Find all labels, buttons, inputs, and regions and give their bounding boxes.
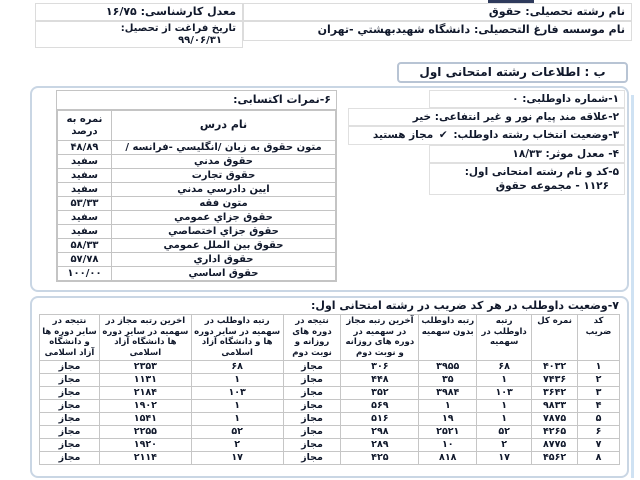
- course-name-cell: متون حقوق به زبان /انگلیسي -فرانسه /: [112, 141, 336, 155]
- status-cell: ۶۸: [191, 360, 283, 373]
- status-cell: مجاز: [283, 412, 341, 425]
- course-name-cell: حقوق بین الملل عمومي: [112, 239, 336, 253]
- status-cell: ۷۸۷۵: [532, 412, 578, 425]
- status-header-cell: اخرین رتبه مجاز در سهمیه در سایر دوره ها دانشگاه آزاد اسلامی: [99, 315, 191, 361]
- status-header-row: [40, 315, 620, 361]
- graduation-date-value: ۹۹/۰۶/۳۱: [178, 35, 222, 46]
- status-cell: مجاز: [40, 386, 100, 399]
- status-row: [40, 360, 620, 373]
- status-cell: ۲: [191, 438, 283, 451]
- status-cell: ۸: [578, 451, 620, 464]
- score-cell: ۴۸/۸۹: [58, 141, 112, 155]
- institution-label: نام موسسه فارغ التحصیلی:: [473, 23, 625, 36]
- selection-status-value: مجاز هستید: [372, 129, 434, 142]
- status-cell: مجاز: [40, 399, 100, 412]
- graduation-date-label: تاریخ فراغت از تحصیل:: [120, 23, 236, 34]
- status-cell: مجاز: [283, 425, 341, 438]
- acquired-scores-title: ۶-نمرات اکتسابی:: [57, 91, 336, 110]
- checkmark-icon: ✔: [438, 129, 448, 142]
- status-cell: ۳۹۵۵: [419, 360, 477, 373]
- status-cell: ۲۱۱۴: [99, 451, 191, 464]
- status-cell: مجاز: [40, 438, 100, 451]
- status-cell: ۱: [191, 373, 283, 386]
- status-cell: ۱۷: [191, 451, 283, 464]
- score-row: [58, 267, 336, 281]
- status-cell: ۴۰۳۲: [532, 360, 578, 373]
- status-row: [40, 373, 620, 386]
- candidate-number-label: ۱-شماره داوطلبی:: [522, 93, 619, 105]
- status-cell: ۱۹: [419, 412, 477, 425]
- status-cell: ۳۹۸۴: [419, 386, 477, 399]
- status-cell: ۳۵: [419, 373, 477, 386]
- status-cell: ۱۵۴۱: [99, 412, 191, 425]
- status-cell: ۱: [477, 412, 532, 425]
- course-name-cell: متون فقه: [112, 197, 336, 211]
- status-cell: ۸۱۸: [419, 451, 477, 464]
- status-row: [40, 438, 620, 451]
- score-cell: ۵۳/۳۳: [58, 197, 112, 211]
- status-cell: مجاز: [40, 451, 100, 464]
- score-row: [58, 239, 336, 253]
- status-cell: ۱: [477, 373, 532, 386]
- course-name-cell: حقوق اساسي: [112, 267, 336, 281]
- status-row: [40, 451, 620, 464]
- score-cell: سفید: [58, 225, 112, 239]
- status-cell: مجاز: [40, 373, 100, 386]
- status-cell: ۳۶۴۲: [532, 386, 578, 399]
- status-header-cell: کد ضریب: [578, 315, 620, 361]
- status-row: [40, 386, 620, 399]
- score-row: [58, 183, 336, 197]
- exam-info-box: [30, 86, 629, 292]
- status-header-cell: رتبه داوطلب در سهمیه در سایر دوره ها و دانشگاه آزاد اسلامی: [191, 315, 283, 361]
- candidate-number-item: [429, 90, 625, 108]
- course-name-cell: حقوق مدني: [112, 155, 336, 169]
- effective-gpa-item: [429, 145, 625, 163]
- status-row: [40, 399, 620, 412]
- status-cell: ۲۸۹: [341, 438, 419, 451]
- status-cell: ۵۲: [477, 425, 532, 438]
- status-cell: ۹۸۳۳: [532, 399, 578, 412]
- status-cell: مجاز: [283, 386, 341, 399]
- status-cell: ۲۱۸۴: [99, 386, 191, 399]
- score-cell: سفید: [58, 169, 112, 183]
- status-cell: ۴۲۵: [341, 451, 419, 464]
- effective-gpa-label: ۴- معدل موثر:: [545, 147, 619, 160]
- status-header-cell: نمره کل: [532, 315, 578, 361]
- status-header-cell: آخرین رتبه مجاز در سهمیه در دوره های روزانه و نوبت دوم: [341, 315, 419, 361]
- status-cell: ۲: [477, 438, 532, 451]
- status-cell: ۱۹۰۲: [99, 399, 191, 412]
- status-cell: ۴: [578, 399, 620, 412]
- status-cell: ۸۷۷۵: [532, 438, 578, 451]
- degree-field-label: نام رشته تحصیلی:: [525, 5, 625, 18]
- scores-header-row: [58, 111, 336, 141]
- status-cell: ۵۶۹: [341, 399, 419, 412]
- selection-status-label: ۳-وضعیت انتخاب رشته داوطلب:: [453, 129, 619, 142]
- bachelor-gpa-cell: [35, 3, 243, 21]
- score-row: [58, 197, 336, 211]
- status-cell: مجاز: [283, 438, 341, 451]
- status-cell: ۱: [477, 399, 532, 412]
- coefficient-status-title: ۷-وضعیت داوطلب در هر کد ضریب در رشته امتحانی اول:: [311, 299, 619, 312]
- score-row: [58, 211, 336, 225]
- bachelor-gpa-value: ۱۶/۷۵: [105, 5, 137, 18]
- score-percent-header: نمره به درصد: [58, 111, 112, 141]
- section-b-title: ب : اطلاعات رشته امتحانی اول: [397, 62, 628, 83]
- degree-field-cell: [243, 3, 632, 21]
- status-cell: مجاز: [40, 412, 100, 425]
- status-cell: ۳۵۲: [341, 386, 419, 399]
- course-name-cell: ایین دادرسي مدني: [112, 183, 336, 197]
- score-row: [58, 253, 336, 267]
- score-row: [58, 169, 336, 183]
- candidate-info-list: [348, 90, 625, 195]
- acquired-scores-table-wrap: [56, 90, 337, 282]
- status-cell: ۱۷: [477, 451, 532, 464]
- status-cell: ۲۵۲۱: [419, 425, 477, 438]
- selection-status-item: [348, 126, 625, 144]
- right-edge-strip: [631, 95, 634, 478]
- exam-field-code-value: ۱۱۲۶ - مجموعه حقوق: [495, 179, 609, 192]
- course-name-header: نام درس: [112, 111, 336, 141]
- status-row: [40, 425, 620, 438]
- status-cell: ۲۲۵۵: [99, 425, 191, 438]
- score-row: [58, 155, 336, 169]
- status-cell: ۵۲: [191, 425, 283, 438]
- status-cell: مجاز: [283, 451, 341, 464]
- score-cell: سفید: [58, 183, 112, 197]
- degree-field-value: حقوق: [488, 5, 522, 18]
- status-cell: ۷۴۳۶: [532, 373, 578, 386]
- status-cell: ۱۹۲۰: [99, 438, 191, 451]
- payamnoor-interest-label: ۲-علاقه مند پیام نور و غیر انتفاعی:: [434, 111, 619, 124]
- status-cell: ۱: [578, 360, 620, 373]
- status-cell: ۲۹۸: [341, 425, 419, 438]
- status-cell: ۱: [191, 399, 283, 412]
- candidate-number-value: ۰: [512, 93, 519, 105]
- acquired-scores-table: [57, 110, 336, 281]
- status-cell: ۲: [578, 373, 620, 386]
- status-header-cell: نتیجه در دوره های روزانه و نوبت دوم: [283, 315, 341, 361]
- status-cell: ۱: [191, 412, 283, 425]
- status-cell: ۴۴۸: [341, 373, 419, 386]
- exam-field-code-item: [429, 163, 625, 195]
- score-cell: ۵۷/۷۸: [58, 253, 112, 267]
- payamnoor-interest-item: [348, 108, 625, 126]
- score-row: [58, 141, 336, 155]
- institution-value: دانشگاه شهیدبهشتي -تهران: [317, 23, 471, 36]
- status-cell: ۱۰: [419, 438, 477, 451]
- course-name-cell: حقوق جزاي اختصاصي: [112, 225, 336, 239]
- status-cell: مجاز: [40, 360, 100, 373]
- status-cell: ۵: [578, 412, 620, 425]
- course-name-cell: حقوق جزاي عمومي: [112, 211, 336, 225]
- status-cell: ۵۱۶: [341, 412, 419, 425]
- status-cell: ۱: [419, 399, 477, 412]
- status-cell: مجاز: [283, 399, 341, 412]
- graduation-date-cell: [35, 21, 243, 48]
- status-cell: ۱۱۳۱: [99, 373, 191, 386]
- status-cell: ۴۲۶۵: [532, 425, 578, 438]
- exam-field-code-label: ۵-کد و نام رشته امتحانی اول:: [464, 165, 619, 178]
- status-cell: ۳: [578, 386, 620, 399]
- status-header-cell: رتبه داوطلب در سهمیه: [477, 315, 532, 361]
- status-cell: ۱۰۳: [191, 386, 283, 399]
- status-cell: ۴۵۶۲: [532, 451, 578, 464]
- status-cell: ۳۰۶: [341, 360, 419, 373]
- status-cell: مجاز: [283, 373, 341, 386]
- coefficient-status-table: [39, 314, 620, 465]
- status-header-cell: نتیجه در سایر دوره ها و دانشگاه آزاد اسلامی: [40, 315, 100, 361]
- status-cell: مجاز: [283, 360, 341, 373]
- coefficient-status-box: [30, 296, 629, 478]
- score-cell: سفید: [58, 155, 112, 169]
- bachelor-gpa-label: معدل کارشناسی:: [140, 5, 236, 18]
- status-cell: مجاز: [40, 425, 100, 438]
- score-cell: سفید: [58, 211, 112, 225]
- status-cell: ۲۳۵۳: [99, 360, 191, 373]
- status-cell: ۱۰۳: [477, 386, 532, 399]
- status-header-cell: رتبه داوطلب بدون سهمیه: [419, 315, 477, 361]
- course-name-cell: حقوق تجارت: [112, 169, 336, 183]
- payamnoor-interest-value: خیر: [412, 111, 432, 124]
- effective-gpa-value: ۱۸/۳۳: [512, 147, 542, 160]
- status-row: [40, 412, 620, 425]
- status-cell: ۷: [578, 438, 620, 451]
- score-cell: ۵۸/۳۳: [58, 239, 112, 253]
- score-cell: ۱۰۰/۰۰: [58, 267, 112, 281]
- status-cell: ۶: [578, 425, 620, 438]
- score-row: [58, 225, 336, 239]
- institution-cell: [243, 21, 632, 41]
- course-name-cell: حقوق اداري: [112, 253, 336, 267]
- status-cell: ۶۸: [477, 360, 532, 373]
